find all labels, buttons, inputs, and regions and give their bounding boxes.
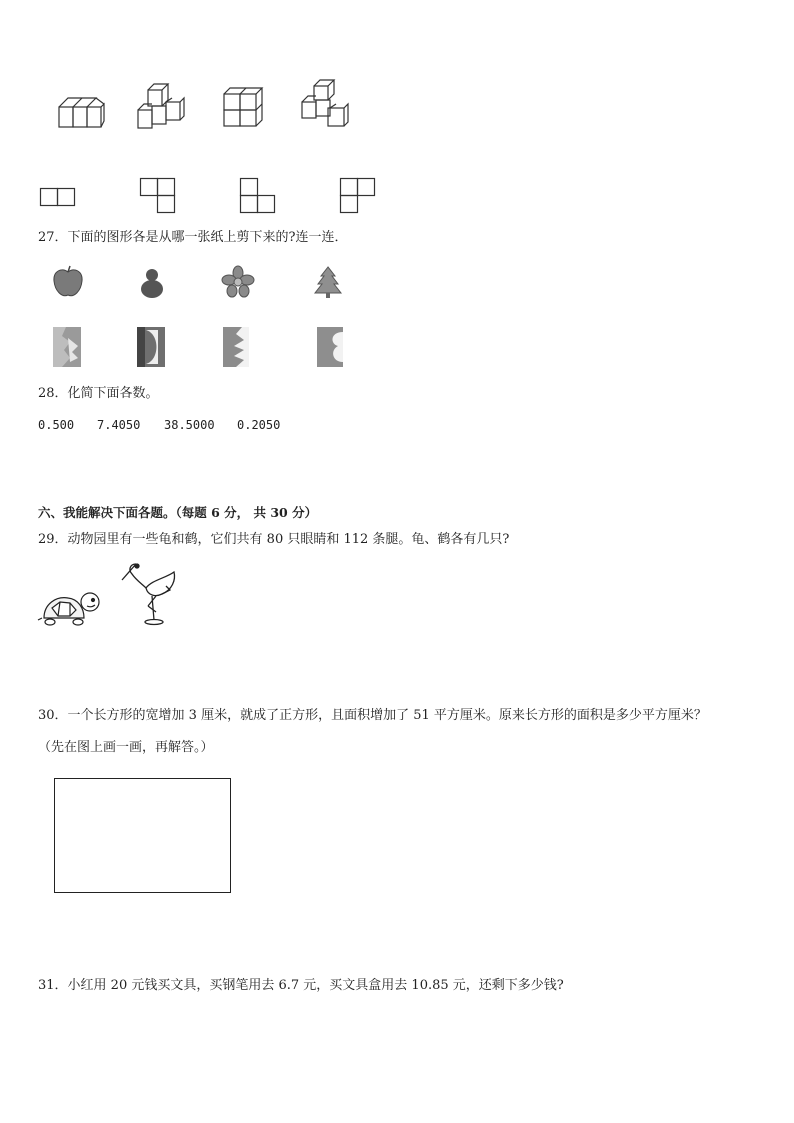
- view-shape-2: [140, 178, 180, 218]
- crane-icon: [118, 560, 182, 628]
- gourd-cutout-icon: [134, 264, 170, 300]
- question-30: 30．一个长方形的宽增加 3 厘米，就成了正方形，且面积增加了 51 平方厘米。原来长方形的面积是多少平方厘米？: [38, 708, 707, 723]
- view-shape-4: [340, 178, 380, 218]
- view-shape-3: [240, 178, 280, 218]
- paper-cutout-3: [222, 326, 252, 368]
- apple-cutout-icon: [50, 264, 86, 300]
- question-31: 31．小红用 20 元钱买文具，买钢笔用去 6.7 元，买文具盒用去 10.85 元，还剩下多少钱?: [38, 978, 564, 993]
- section-title: 六、我能解决下面各题。（每题 6 分， 共 30 分）: [38, 505, 318, 520]
- question-29: 29．动物园里有一些龟和鹤，它们共有 80 只眼睛和 112 条腿。龟、鹤各有几只?: [38, 532, 510, 547]
- flower-cutout-icon: [220, 264, 256, 300]
- cube-stack-3: [218, 82, 278, 134]
- paper-cutout-1: [52, 326, 82, 368]
- number-item: 0.2050: [237, 418, 281, 432]
- cube-stack-4: [298, 78, 360, 134]
- number-item: 7.4050: [97, 418, 141, 432]
- question-30-hint: （先在图上画一画，再解答。）: [38, 740, 214, 755]
- question-27: 27．下面的图形各是从哪一张纸上剪下来的?连一连．: [38, 230, 348, 245]
- view-shape-1: [40, 188, 80, 208]
- number-item: 0.500: [38, 418, 75, 432]
- paper-cutout-4: [316, 326, 346, 368]
- cube-stack-2: [134, 80, 194, 132]
- number-item: 38.5000: [164, 418, 215, 432]
- tree-cutout-icon: [310, 264, 346, 300]
- rectangle-drawing-area[interactable]: [54, 778, 231, 893]
- question-28: 28．化简下面各数。: [38, 386, 159, 401]
- turtle-icon: [38, 588, 100, 628]
- cube-stack-1: [56, 93, 116, 133]
- paper-cutout-2: [136, 326, 166, 368]
